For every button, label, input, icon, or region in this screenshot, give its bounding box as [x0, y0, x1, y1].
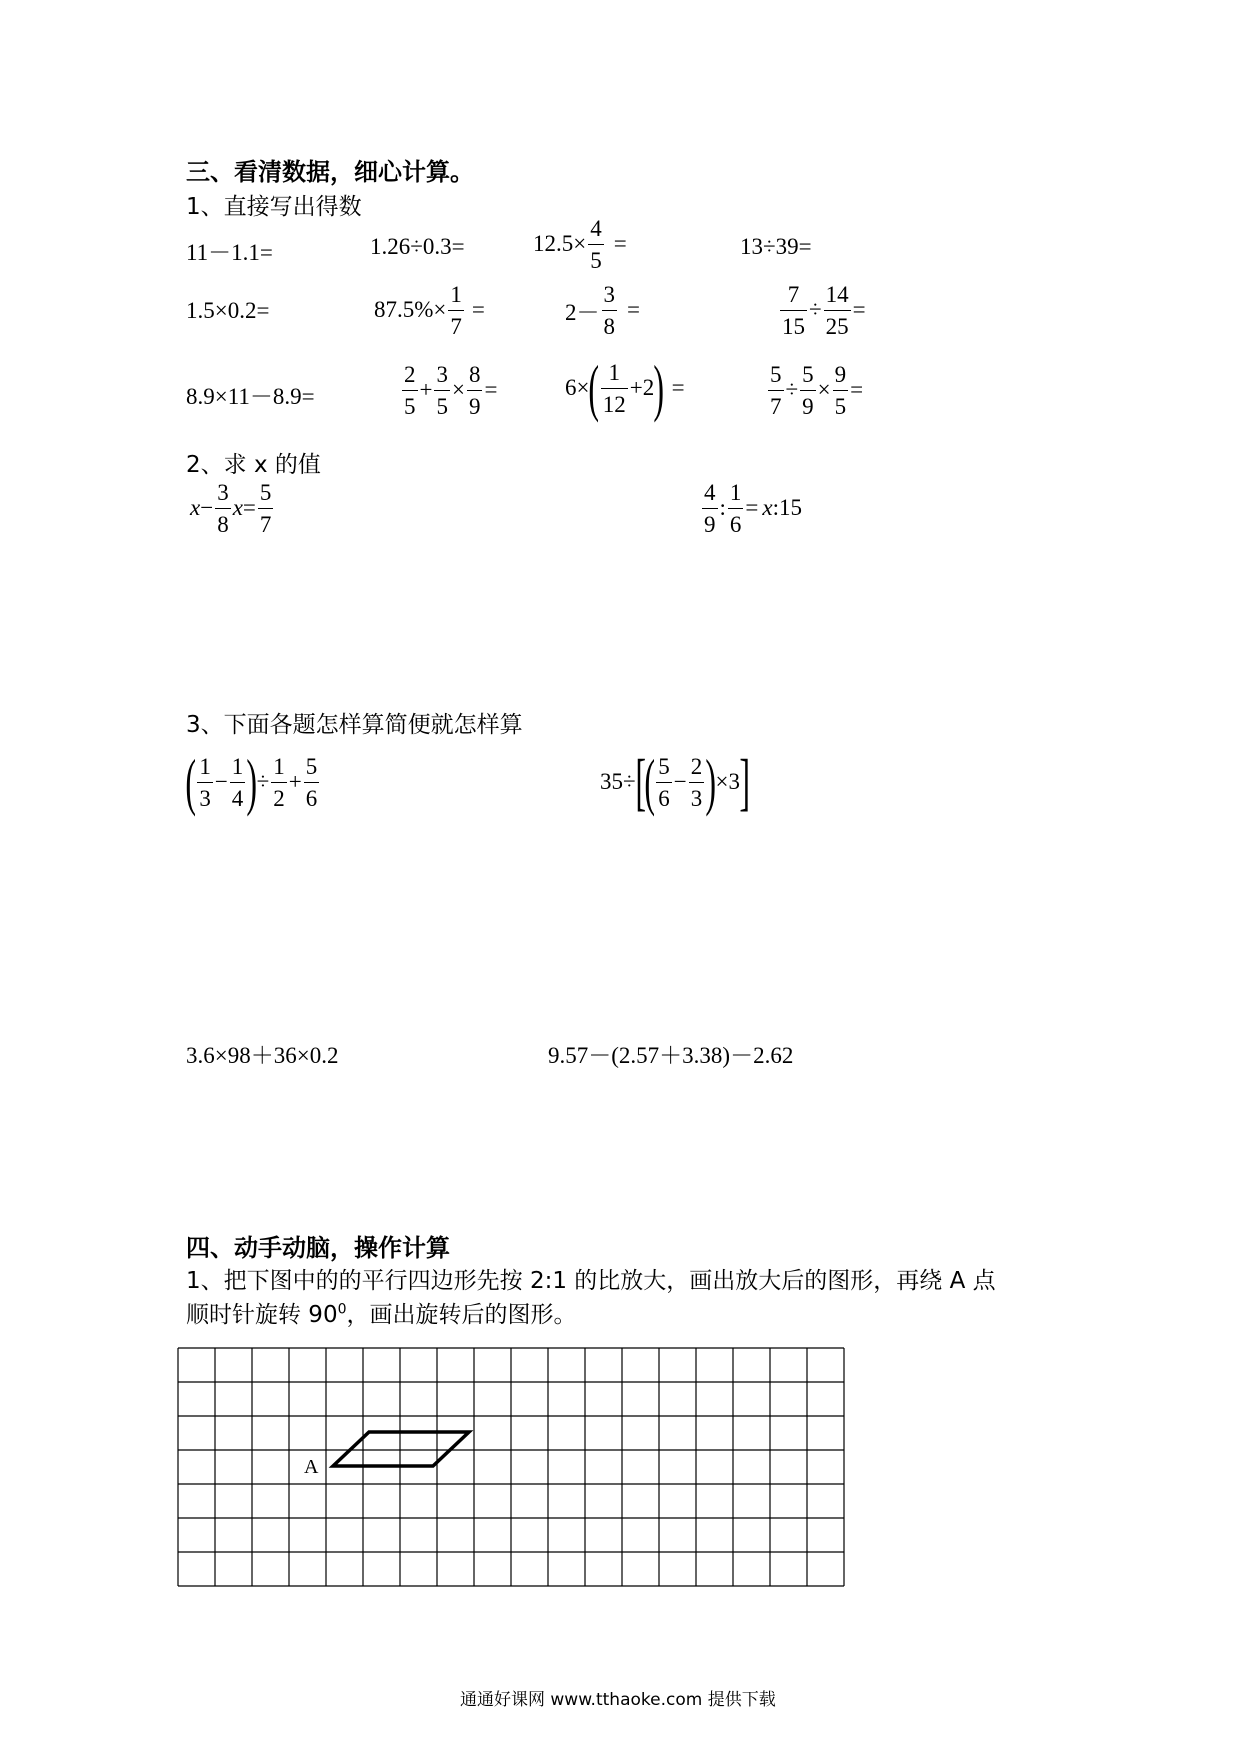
q2-label: 2、求 x 的值 — [186, 452, 321, 478]
expr-6: 87.5%× $\frac{1}{7}$ = — [374, 282, 485, 339]
expr-8: $\frac{7}{15}$ ÷ $\frac{14}{25}$ = — [782, 282, 866, 339]
sec4-q1-line2: 顺时针旋转 $90^0$，画出旋转后的图形。 — [186, 1301, 577, 1328]
grid-figure — [170, 1346, 850, 1588]
expr-9: 8.9×11－8.9= — [186, 384, 315, 409]
simplify-d: 9.57－(2.57＋3.38)－2.62 — [548, 1043, 794, 1068]
expr-1: 11－1.1= — [186, 240, 273, 265]
simplify-c: 3.6×98＋36×0.2 — [186, 1043, 339, 1068]
equation-a: x − $\frac{3}{8}$ x = $\frac{5}{7}$ — [190, 480, 272, 537]
footer: 通通好课网 www.tthaoke.com 提供下载 — [460, 1690, 776, 1710]
grid-lines — [178, 1348, 844, 1586]
expr-7: 2－ $\frac{3}{8}$ = — [565, 282, 640, 339]
parallelogram — [333, 1432, 469, 1466]
expr-4: 13÷39= — [740, 234, 812, 259]
q1-label: 1、直接写出得数 — [186, 194, 362, 220]
expr-11: 6× ( $\frac{1}{12}$ +2 ) = — [565, 352, 685, 423]
section-3-title: 三、看清数据，细心计算。 — [186, 158, 474, 186]
expr-12: $\frac{5}{7}$ ÷ $\frac{5}{9}$ × $\frac{9}{5}$ = — [770, 362, 864, 419]
fraction: $\frac{4}{5}$ — [590, 216, 602, 273]
equation-b: $\frac{4}{9}$ : $\frac{1}{6}$ = x :15 — [704, 480, 802, 537]
expr-2: 1.26÷0.3= — [370, 234, 465, 259]
expr-5: 1.5×0.2= — [186, 298, 270, 323]
expr-10: $\frac{2}{5}$ + $\frac{3}{5}$ × $\frac{8}{9}$ = — [404, 362, 498, 419]
expr-3: 12.5× $\frac{4}{5}$ = — [533, 216, 627, 273]
sec4-q1-line1: 1、把下图中的的平行四边形先按 2:1 的比放大，画出放大后的图形，再绕 A 点 — [186, 1268, 996, 1294]
simplify-a: ( $\frac{1}{3}$ − $\frac{1}{4}$ ) ÷ $\frac{1}{2}$ + $\frac{5}{6}$ — [185, 746, 318, 817]
simplify-b: 35÷ [ ( $\frac{5}{6}$ − $\frac{2}{3}$ ) ×3 ] — [600, 746, 751, 817]
q3-label: 3、下面各题怎样算简便就怎样算 — [186, 712, 523, 738]
point-a-label: A — [304, 1456, 319, 1478]
section-4-title: 四、动手动脑，操作计算 — [186, 1234, 450, 1262]
